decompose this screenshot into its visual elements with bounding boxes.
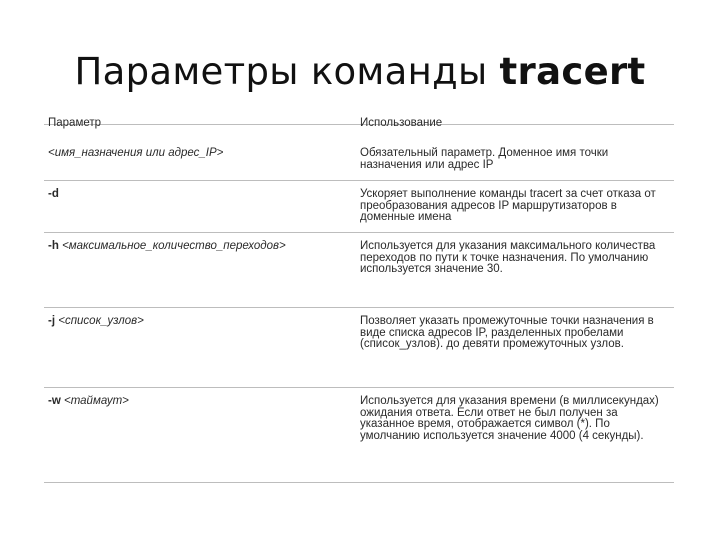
param-flag: -j [48,315,56,327]
param-cell [48,148,358,160]
param-flag: -h [48,240,59,252]
usage-cell: Используется для указания максимального количества переходов по пути к точке назначения. По умолчанию используется значение 30. [360,240,656,275]
param-cell [48,316,358,328]
param-arg: <имя_назначения или адрес_IP> [48,147,224,159]
param-arg: <максимальное_количество_переходов> [62,240,286,252]
header-usage: Использование [360,117,443,129]
title-command: tracert [499,50,646,93]
usage-cell: Позволяет указать промежуточные точки назначения в виде списка адресов IP, разделенных пробелами (список_узлов). до девяти промежуточных узлов. [360,315,654,350]
param-cell [48,396,358,408]
title-regular: Параметры команды [74,50,500,93]
table-row [44,316,674,388]
usage-cell: Обязательный параметр. Доменное имя точки назначения или адрес IP [360,147,609,171]
param-cell [48,189,358,201]
table-row [44,148,674,181]
param-flag: -d [48,188,59,200]
slide-title [0,50,720,93]
table-row [44,396,674,483]
header-param: Параметр [48,117,102,129]
usage-cell: Используется для указания времени (в миллисекундах) ожидания ответа. Если ответ не был получен за указанное время, отображается символ (*). По умолчанию используется значение 4000 (4 секунды). [360,395,659,442]
param-arg: <список_узлов> [58,315,144,327]
param-cell [48,241,358,253]
usage-cell: Ускоряет выполнение команды tracert за счет отказа от преобразования адресов IP маршрутизаторов в доменные имена [360,188,656,223]
param-flag: -w [48,395,61,407]
parameters-table [44,118,674,483]
param-arg: <таймаут> [63,395,129,407]
table-row [44,241,674,308]
table-row [44,189,674,233]
table-header-row [44,117,674,129]
